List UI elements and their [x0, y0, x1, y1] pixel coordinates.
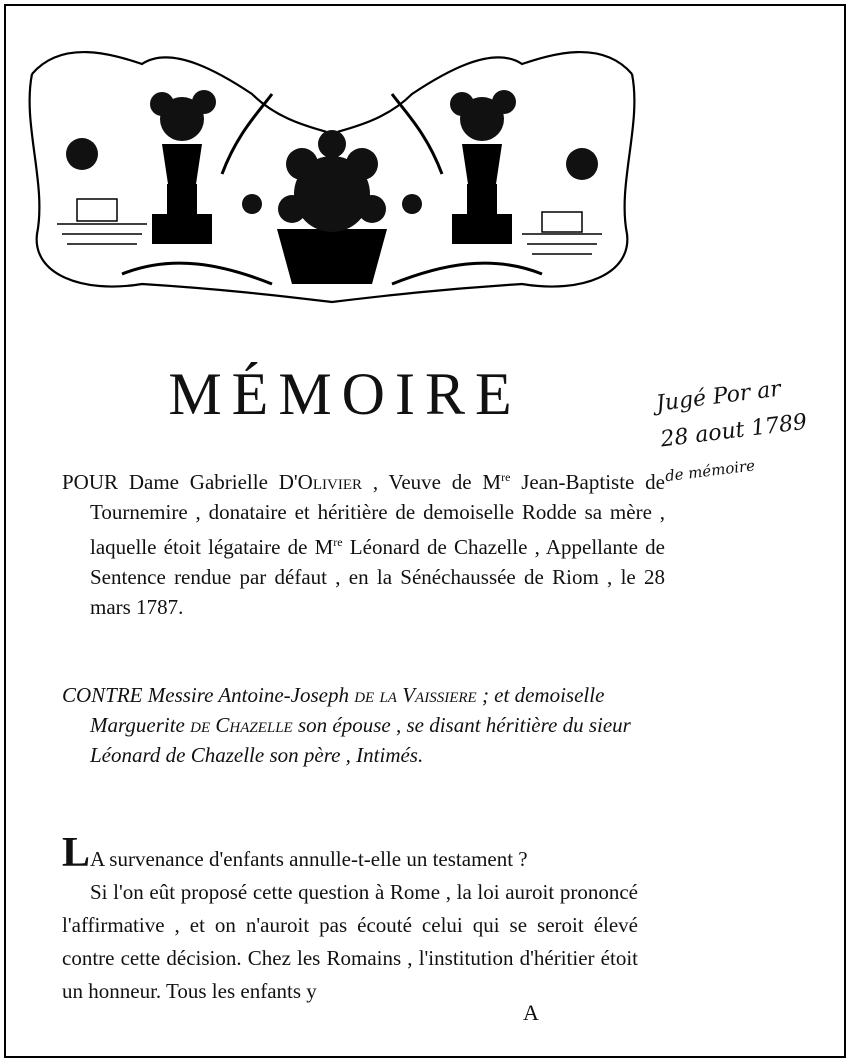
ornamental-headpiece [22, 34, 642, 310]
pour-paragraph: POUR Dame Gabrielle D'Olivier , Veuve de Mre Jean-Baptiste de Tournemire , donataire et héritière de demoiselle Rodde sa mère , laquelle étoit légataire de Mre Léonard de Chazelle , Appellante de Sentence rendue par défaut , en la Sénéchaussée de Riom , le 28 mars 1787. [62, 470, 666, 619]
party-name: de Chazelle [190, 713, 293, 737]
document-title: MÉMOIRE [168, 361, 522, 427]
drop-cap: L [62, 830, 91, 876]
signature-mark: A [523, 1000, 539, 1025]
handwritten-margin-note [654, 364, 850, 494]
body-paragraph: Si l'on eût proposé cette question à Rome , la loi auroit prononcé l'affirmative , et on n'auroit pas écouté celui qui se seroit élevé contre cette décision. Chez les Romains , l'institution d'héritier étoit un honneur. Tous les enfants y [62, 880, 638, 1003]
party-name: de la Vaissiere [354, 683, 477, 707]
pour-lead: POUR [62, 470, 119, 494]
party-name: D'Olivier [278, 470, 363, 494]
body-text [62, 830, 638, 1008]
contre-paragraph: CONTRE Messire Antoine-Joseph de la Vaissiere ; et demoiselle Marguerite de Chazelle son épouse , se disant héritière du sieur Léonard de Chazelle son père , Intimés. [62, 683, 631, 767]
opening-line: LA survenance d'enfants annulle-t-elle un testament ? [62, 830, 528, 876]
margin-note-line-2: 28 aout 1789 [659, 409, 809, 453]
margin-note-line-3: de mémoire [663, 456, 756, 486]
margin-note-line-1: Jugé Por ar [654, 376, 783, 417]
contre-lead: CONTRE [62, 683, 143, 707]
